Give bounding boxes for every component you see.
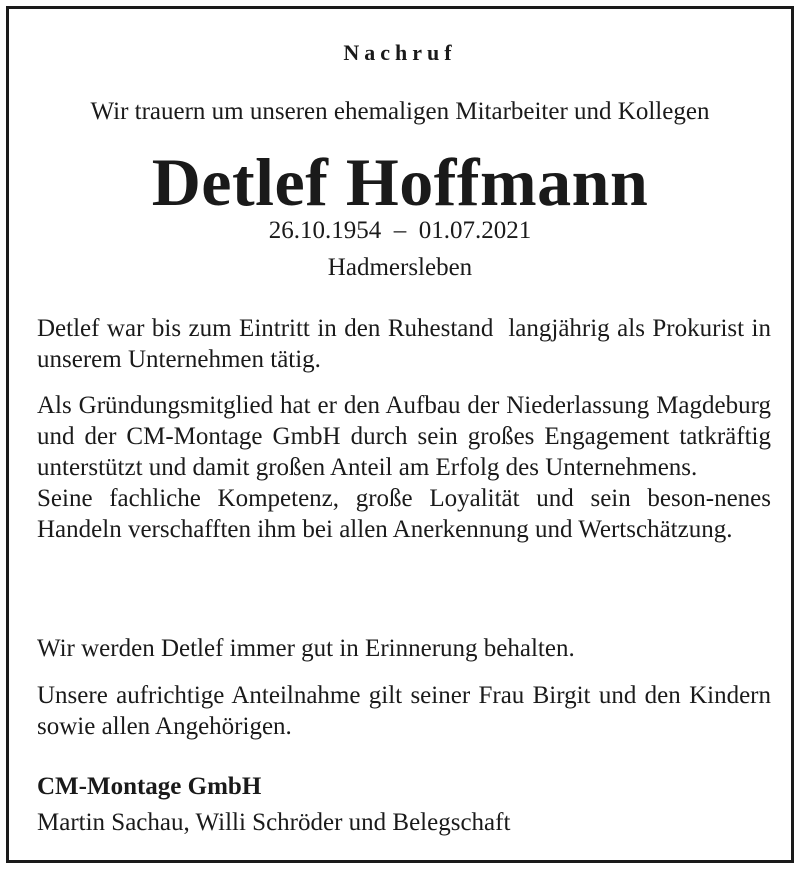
paragraph-founding-text: Als Gründungsmitglied hat er den Aufbau der Niederlassung Magdeburg und der CM-Montage GmbH durch sein großes Engagement tatkräftig unterstützt und damit großen Anteil am Erfolg des Unternehmens. bbox=[37, 392, 771, 481]
paragraph-retirement: Detlef war bis zum Eintritt in den Ruhestand langjährig als Prokurist in unserem Unternehmen tätig. bbox=[37, 315, 778, 373]
obituary-frame bbox=[6, 6, 794, 863]
paragraph-founding bbox=[37, 390, 771, 545]
paragraph-condolences: Unsere aufrichtige Anteilnahme gilt seiner Frau Birgit und den Kindern sowie allen Angehörigen. bbox=[37, 682, 771, 740]
deceased-name: Detlef Hoffmann bbox=[151, 144, 649, 220]
intro-line: Wir trauern um unseren ehemaligen Mitarbeiter und Kollegen bbox=[90, 98, 710, 125]
paragraph-competence-text: Seine fachliche Kompetenz, große Loyalität und sein beson-nenes Handeln verschafften ihm bei allen Anerkennung und Wertschätzung. bbox=[37, 485, 771, 543]
obituary-heading: Nachruf bbox=[343, 40, 457, 65]
life-dates: 26.10.1954 – 01.07.2021 bbox=[268, 217, 532, 244]
signers-line: Martin Sachau, Willi Schröder und Belegschaft bbox=[37, 809, 511, 836]
paragraph-remembrance: Wir werden Detlef immer gut in Erinnerung behalten. bbox=[37, 635, 575, 662]
company-name: CM-Montage GmbH bbox=[37, 773, 262, 800]
hometown: Hadmersleben bbox=[327, 254, 473, 281]
